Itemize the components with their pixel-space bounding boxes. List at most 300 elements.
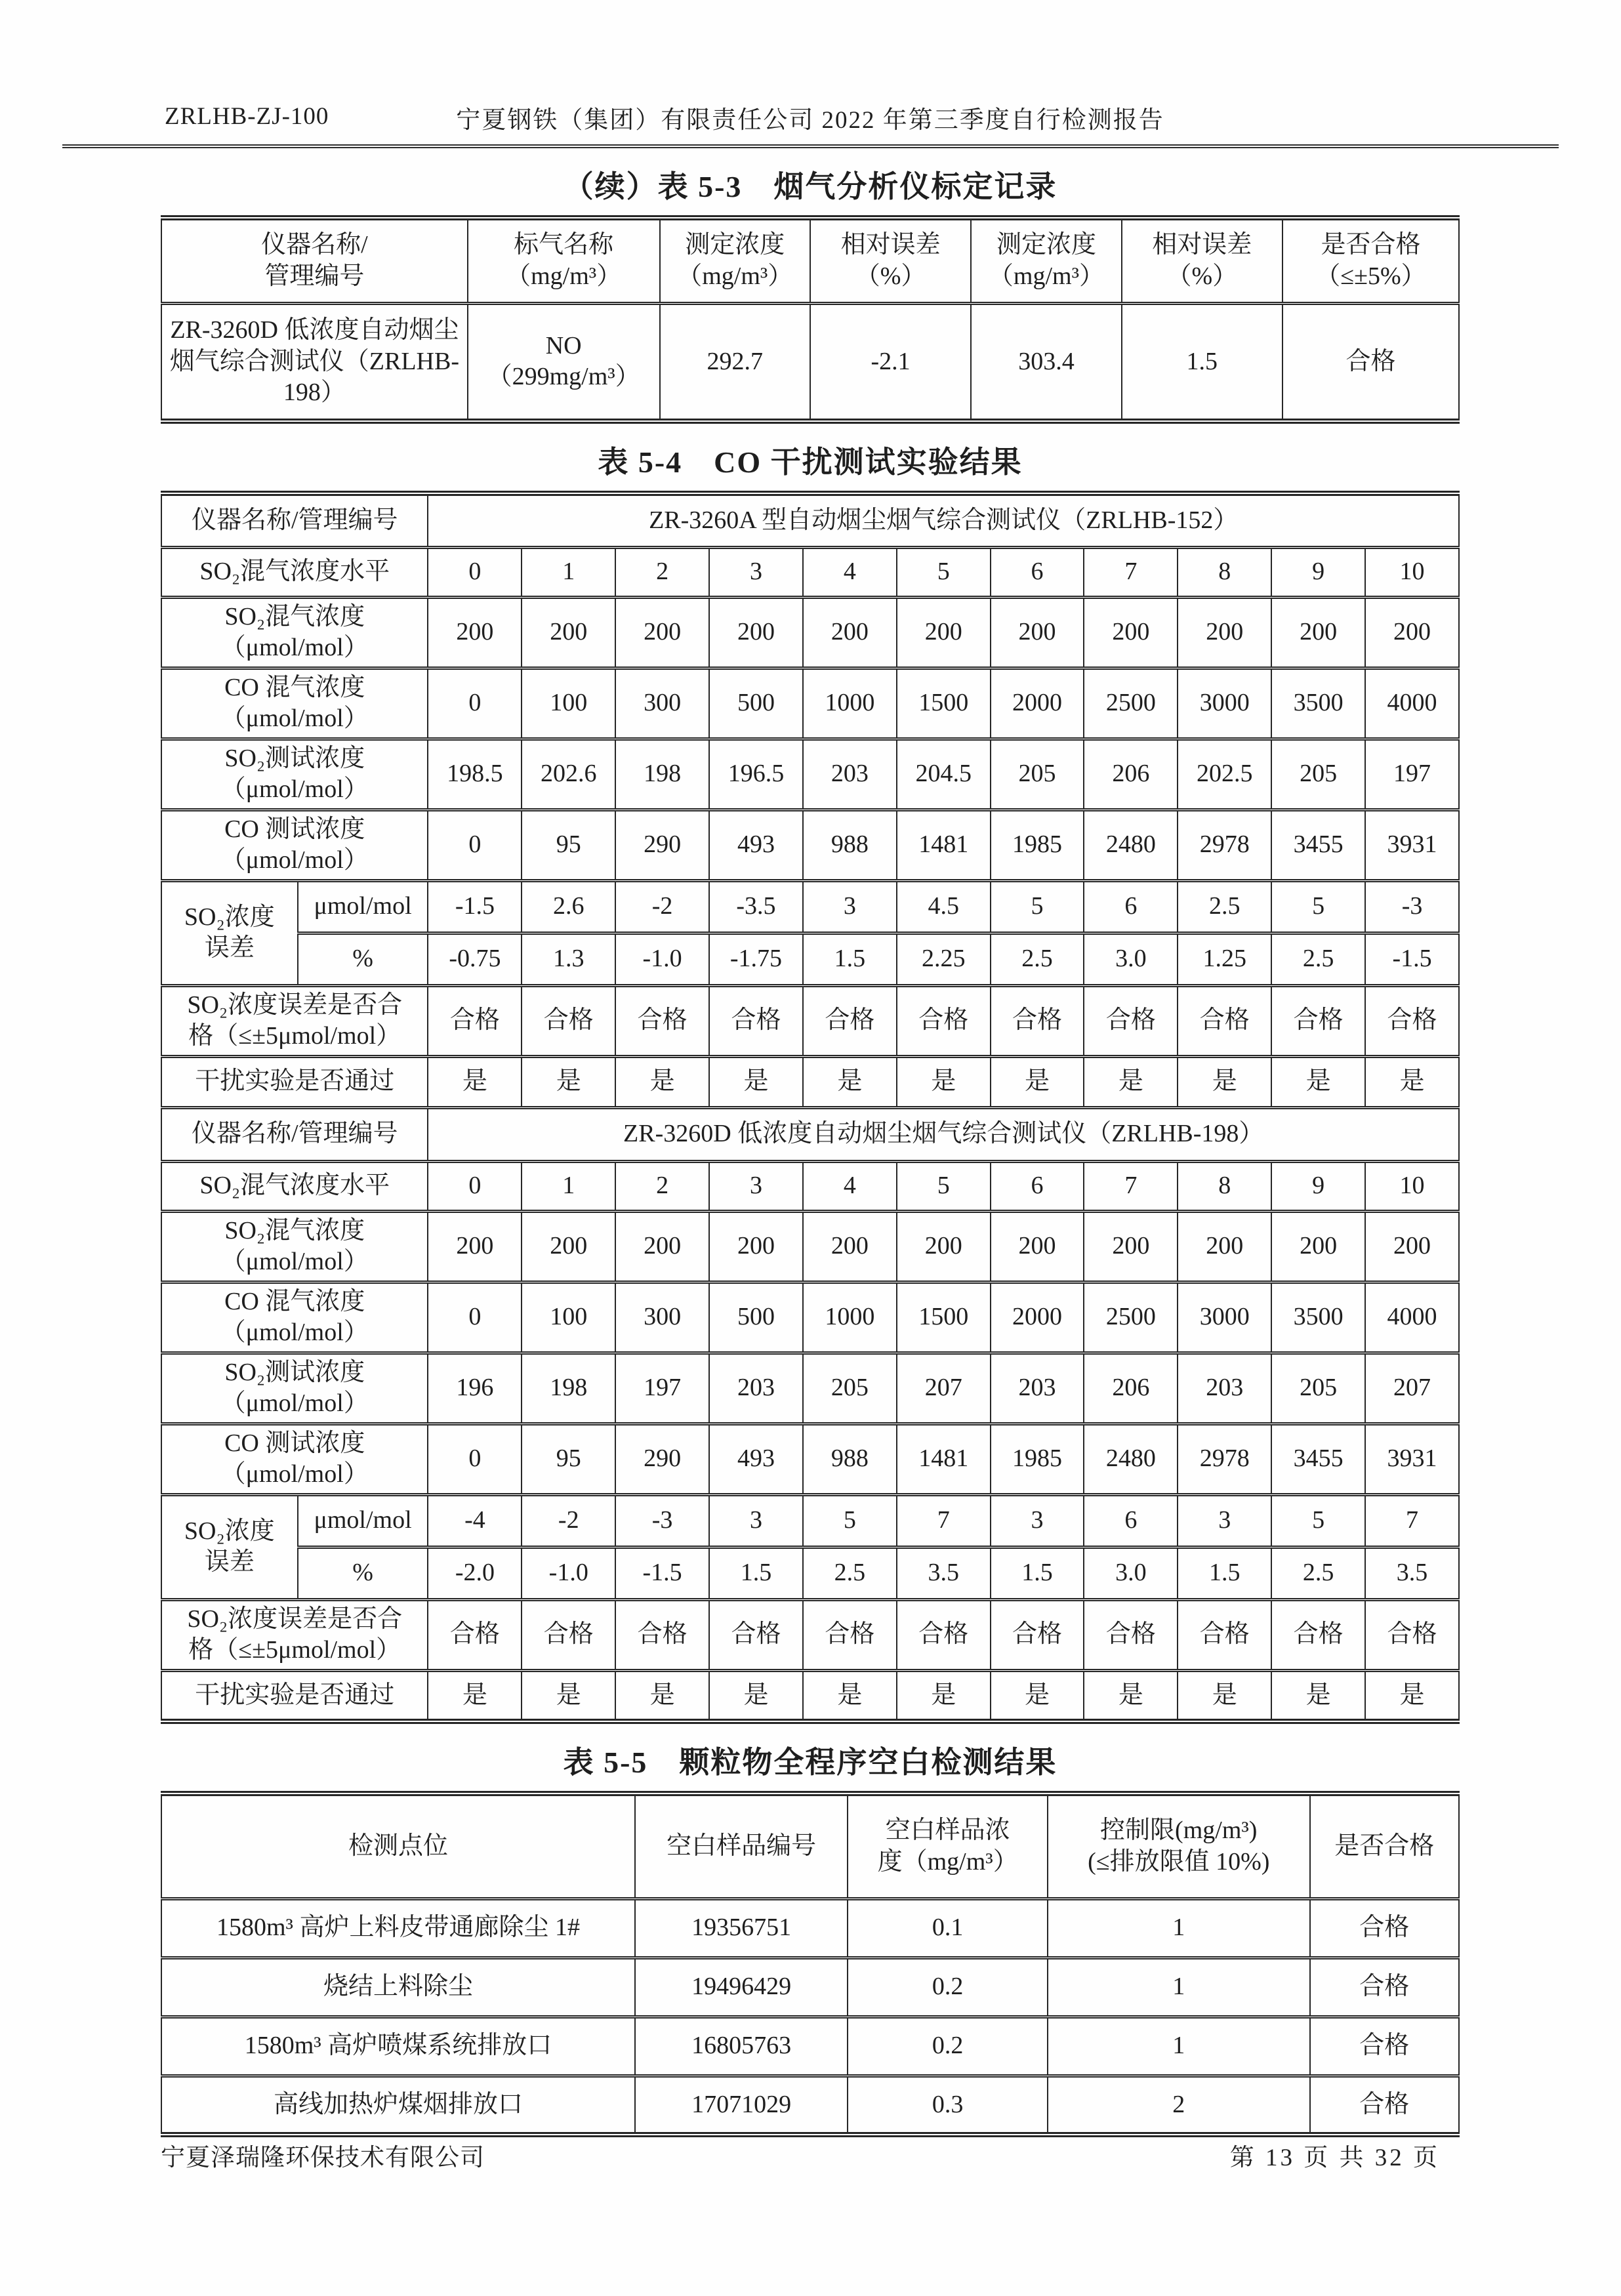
- t54-s1-error-umol-3: 3: [709, 1494, 803, 1547]
- t54-s0-co-mix-5: 1500: [897, 668, 991, 739]
- t53-r0-measured-conc-1: 292.7: [660, 303, 810, 421]
- t54-s1-so2-test-10: 207: [1365, 1353, 1459, 1424]
- t54-s1-co-mix-row: [161, 1282, 1459, 1353]
- t55-r1-sample-no: 19496429: [635, 1958, 848, 2017]
- t53-r0-instrument: ZR-3260D 低浓度自动烟尘烟气综合测试仪（ZRLHB-198）: [161, 303, 468, 421]
- t54-s0-so2-test-10: 197: [1365, 739, 1459, 810]
- t54-s0-qualified-label: SO₂浓度误差是否合 格（≤±5μmol/mol）: [161, 985, 428, 1056]
- t53-header-standard-gas: 标气名称 （mg/m³）: [468, 218, 660, 303]
- t54-s0-passed-row: [161, 1056, 1459, 1107]
- t55-r3-qualified: 合格: [1310, 2076, 1459, 2135]
- t54-s0-level-5: 5: [897, 547, 991, 597]
- t53-header-measured-conc-1: 测定浓度 （mg/m³）: [660, 218, 810, 303]
- t54-s0-co-test-9: 3455: [1271, 810, 1365, 880]
- t54-s1-qualified-row: [161, 1599, 1459, 1670]
- t54-s0-error-umol-5: 4.5: [897, 880, 991, 933]
- t53-header-relative-error-2: 相对误差 （%）: [1122, 218, 1282, 303]
- t54-s0-error-unit-0: μmol/mol: [298, 880, 428, 933]
- t54-s0-error-pct-3: -1.75: [709, 933, 803, 985]
- t55-header-site: 检测点位: [161, 1794, 635, 1898]
- t54-s0-error-pct-9: 2.5: [1271, 933, 1365, 985]
- report-title: 宁夏钢铁（集团）有限责任公司 2022 年第三季度自行检测报告: [456, 107, 1164, 134]
- table55-caption: 表 5-5 颗粒物全程序空白检测结果: [563, 1746, 1057, 1779]
- t54-s0-error-unit-1: %: [298, 933, 428, 985]
- t54-s1-so2-mix-row: [161, 1211, 1459, 1282]
- page-footer: [161, 2137, 1460, 2173]
- footer-company: 宁夏泽瑞隆环保技术有限公司: [161, 2144, 485, 2171]
- table53-calibration-record: [161, 215, 1460, 424]
- t54-s0-error-pct-5: 2.25: [897, 933, 991, 985]
- t54-s0-error-umol-9: 5: [1271, 880, 1365, 933]
- t54-s0-error-pct-10: -1.5: [1365, 933, 1459, 985]
- t54-s1-passed-10: 是: [1365, 1670, 1459, 1721]
- t54-s0-error-pct-2: -1.0: [615, 933, 709, 985]
- table54-caption: 表 5-4 CO 干扰测试实验结果: [598, 445, 1023, 479]
- t54-s0-so2-test-6: 205: [991, 739, 1084, 810]
- t54-s1-co-mix-1: 100: [522, 1282, 615, 1353]
- t54-s0-passed-4: 是: [803, 1056, 897, 1107]
- t55-header-row: [161, 1794, 1459, 1898]
- t54-s0-so2-mix-4: 200: [803, 597, 897, 668]
- t54-s1-level-1: 1: [522, 1161, 615, 1211]
- t54-s1-co-test-7: 2480: [1084, 1424, 1178, 1494]
- t54-s0-instrument-label: 仪器名称/管理编号: [161, 493, 428, 547]
- t53-r0-measured-conc-2: 303.4: [971, 303, 1121, 421]
- t53-header-measured-conc-2: 测定浓度 （mg/m³）: [971, 218, 1121, 303]
- t54-s1-co-test-row: [161, 1424, 1459, 1494]
- t54-s0-so2-mix-3: 200: [709, 597, 803, 668]
- t54-s0-co-test-3: 493: [709, 810, 803, 880]
- t54-s1-qualified-3: 合格: [709, 1599, 803, 1670]
- t54-s1-error-pct-8: 1.5: [1178, 1547, 1271, 1599]
- t54-s1-instrument-value: ZR-3260D 低浓度自动烟尘烟气综合测试仪（ZRLHB-198）: [428, 1107, 1459, 1161]
- t54-s0-co-mix-10: 4000: [1365, 668, 1459, 739]
- t54-s1-level-0: 0: [428, 1161, 522, 1211]
- t55-r0-blank-conc: 0.1: [848, 1898, 1048, 1958]
- t55-r0-qualified: 合格: [1310, 1898, 1459, 1958]
- t55-r0-control-limit: 1: [1048, 1898, 1310, 1958]
- t54-s0-so2-mix-row: [161, 597, 1459, 668]
- t55-r1-site: 烧结上料除尘: [161, 1958, 635, 2017]
- t54-s1-so2-test-5: 207: [897, 1353, 991, 1424]
- t54-s1-so2-test-3: 203: [709, 1353, 803, 1424]
- t54-s0-error-umol-1: 2.6: [522, 880, 615, 933]
- t54-s0-passed-label: 干扰实验是否通过: [161, 1056, 428, 1107]
- t53-data-row: [161, 303, 1459, 421]
- t54-s1-passed-5: 是: [897, 1670, 991, 1721]
- t54-s1-error-umol-10: 7: [1365, 1494, 1459, 1547]
- t54-s0-so2-mix-6: 200: [991, 597, 1084, 668]
- t54-s1-error-pct-5: 3.5: [897, 1547, 991, 1599]
- t54-s0-error-pct-row: [161, 933, 1459, 985]
- t54-s1-so2-mix-label: SO₂混气浓度 （μmol/mol）: [161, 1211, 428, 1282]
- t54-s0-error-pct-4: 1.5: [803, 933, 897, 985]
- header-rule: [62, 144, 1559, 148]
- t54-s1-so2-mix-1: 200: [522, 1211, 615, 1282]
- t54-s0-passed-8: 是: [1178, 1056, 1271, 1107]
- t54-s1-co-mix-7: 2500: [1084, 1282, 1178, 1353]
- t54-s0-co-mix-row: [161, 668, 1459, 739]
- t54-s1-level-7: 7: [1084, 1161, 1178, 1211]
- t54-s0-error-umol-0: -1.5: [428, 880, 522, 933]
- t54-s1-co-test-6: 1985: [991, 1424, 1084, 1494]
- doc-code-label: ZRLHB-ZJ-100: [165, 103, 329, 130]
- t54-s1-error-pct-4: 2.5: [803, 1547, 897, 1599]
- t54-s0-error-pct-7: 3.0: [1084, 933, 1178, 985]
- t54-s0-co-mix-6: 2000: [991, 668, 1084, 739]
- t54-s0-co-test-4: 988: [803, 810, 897, 880]
- t53-header-instrument: 仪器名称/ 管理编号: [161, 218, 468, 303]
- t54-s0-error-umol-8: 2.5: [1178, 880, 1271, 933]
- t54-s0-co-test-8: 2978: [1178, 810, 1271, 880]
- t54-s1-so2-mix-7: 200: [1084, 1211, 1178, 1282]
- t54-s0-error-umol-4: 3: [803, 880, 897, 933]
- t54-s1-error-pct-2: -1.5: [615, 1547, 709, 1599]
- t54-s1-co-test-8: 2978: [1178, 1424, 1271, 1494]
- t54-s0-so2-test-8: 202.5: [1178, 739, 1271, 810]
- t53-r0-relative-error-2: 1.5: [1122, 303, 1282, 421]
- t54-s0-co-mix-0: 0: [428, 668, 522, 739]
- t54-s1-passed-0: 是: [428, 1670, 522, 1721]
- t54-s0-passed-0: 是: [428, 1056, 522, 1107]
- t54-s0-so2-test-label: SO₂测试浓度 （μmol/mol）: [161, 739, 428, 810]
- t53-r0-qualified: 合格: [1282, 303, 1459, 421]
- t54-s1-qualified-label: SO₂浓度误差是否合 格（≤±5μmol/mol）: [161, 1599, 428, 1670]
- t54-s1-co-test-4: 988: [803, 1424, 897, 1494]
- t54-s0-passed-9: 是: [1271, 1056, 1365, 1107]
- t54-s1-error-pct-1: -1.0: [522, 1547, 615, 1599]
- t54-s0-so2-test-0: 198.5: [428, 739, 522, 810]
- t54-s1-so2-test-6: 203: [991, 1353, 1084, 1424]
- t55-r0-site: 1580m³ 高炉上料皮带通廊除尘 1#: [161, 1898, 635, 1958]
- t54-s0-co-test-5: 1481: [897, 810, 991, 880]
- t54-s1-error-umol-7: 6: [1084, 1494, 1178, 1547]
- t54-s0-so2-test-1: 202.6: [522, 739, 615, 810]
- t54-s1-passed-4: 是: [803, 1670, 897, 1721]
- t54-s0-passed-5: 是: [897, 1056, 991, 1107]
- t54-s0-qualified-7: 合格: [1084, 985, 1178, 1056]
- t54-s0-so2-test-4: 203: [803, 739, 897, 810]
- t54-s1-error-umol-8: 3: [1178, 1494, 1271, 1547]
- t54-s0-co-test-0: 0: [428, 810, 522, 880]
- t54-s0-qualified-0: 合格: [428, 985, 522, 1056]
- t54-s1-so2-mix-9: 200: [1271, 1211, 1365, 1282]
- t54-s0-error-umol-7: 6: [1084, 880, 1178, 933]
- t54-s1-co-mix-5: 1500: [897, 1282, 991, 1353]
- t54-s1-passed-3: 是: [709, 1670, 803, 1721]
- t54-s1-error-umol-2: -3: [615, 1494, 709, 1547]
- t55-r3-sample-no: 17071029: [635, 2076, 848, 2135]
- t54-s0-qualified-3: 合格: [709, 985, 803, 1056]
- t54-s1-error-pct-9: 2.5: [1271, 1547, 1365, 1599]
- t54-s1-error-umol-5: 7: [897, 1494, 991, 1547]
- t54-s1-so2-test-0: 196: [428, 1353, 522, 1424]
- t54-s1-error-umol-9: 5: [1271, 1494, 1365, 1547]
- t54-s0-so2-mix-0: 200: [428, 597, 522, 668]
- t54-s0-error-pct-6: 2.5: [991, 933, 1084, 985]
- t54-s0-qualified-1: 合格: [522, 985, 615, 1056]
- t54-s1-so2-mix-10: 200: [1365, 1211, 1459, 1282]
- t54-s0-so2-mix-2: 200: [615, 597, 709, 668]
- t54-s0-error-umol-6: 5: [991, 880, 1084, 933]
- t54-s0-co-mix-7: 2500: [1084, 668, 1178, 739]
- t54-s0-passed-2: 是: [615, 1056, 709, 1107]
- t54-s1-error-umol-1: -2: [522, 1494, 615, 1547]
- t55-r2-blank-conc: 0.2: [848, 2017, 1048, 2076]
- t54-s0-error-umol-3: -3.5: [709, 880, 803, 933]
- t54-s1-error-pct-0: -2.0: [428, 1547, 522, 1599]
- t54-s1-level-label: SO₂混气浓度水平: [161, 1161, 428, 1211]
- t54-s1-passed-7: 是: [1084, 1670, 1178, 1721]
- t54-s0-so2-test-row: [161, 739, 1459, 810]
- t54-s1-level-5: 5: [897, 1161, 991, 1211]
- t54-s1-instrument-label: 仪器名称/管理编号: [161, 1107, 428, 1161]
- t54-s1-so2-test-9: 205: [1271, 1353, 1365, 1424]
- t54-s1-error-pct-6: 1.5: [991, 1547, 1084, 1599]
- t54-s1-level-9: 9: [1271, 1161, 1365, 1211]
- t54-s0-so2-test-7: 206: [1084, 739, 1178, 810]
- t54-s1-co-mix-3: 500: [709, 1282, 803, 1353]
- t54-s1-so2-mix-2: 200: [615, 1211, 709, 1282]
- t54-s0-so2-mix-5: 200: [897, 597, 991, 668]
- t54-s1-so2-test-2: 197: [615, 1353, 709, 1424]
- t54-s1-so2-test-4: 205: [803, 1353, 897, 1424]
- t54-s0-so2-mix-1: 200: [522, 597, 615, 668]
- t54-s0-passed-6: 是: [991, 1056, 1084, 1107]
- t54-s0-co-test-6: 1985: [991, 810, 1084, 880]
- t54-s1-level-10: 10: [1365, 1161, 1459, 1211]
- t54-s1-passed-8: 是: [1178, 1670, 1271, 1721]
- t54-s0-level-7: 7: [1084, 547, 1178, 597]
- t54-s1-level-6: 6: [991, 1161, 1084, 1211]
- table53-caption: （续）表 5-3 烟气分析仪标定记录: [563, 170, 1057, 203]
- t55-r2-qualified: 合格: [1310, 2017, 1459, 2076]
- t54-s1-co-mix-6: 2000: [991, 1282, 1084, 1353]
- t54-s1-passed-row: [161, 1670, 1459, 1721]
- t55-r0-sample-no: 19356751: [635, 1898, 848, 1958]
- t54-s1-so2-test-label: SO₂测试浓度 （μmol/mol）: [161, 1353, 428, 1424]
- t54-s1-qualified-6: 合格: [991, 1599, 1084, 1670]
- t54-s0-error-umol-2: -2: [615, 880, 709, 933]
- t54-s0-error-pct-8: 1.25: [1178, 933, 1271, 985]
- t54-s0-co-test-2: 290: [615, 810, 709, 880]
- t54-s1-error-pct-7: 3.0: [1084, 1547, 1178, 1599]
- table54-co-interference-test: [161, 491, 1460, 1724]
- t54-s1-so2-test-1: 198: [522, 1353, 615, 1424]
- t54-s0-co-test-1: 95: [522, 810, 615, 880]
- t54-s1-co-test-5: 1481: [897, 1424, 991, 1494]
- t54-s1-level-8: 8: [1178, 1161, 1271, 1211]
- t54-s1-error-umol-4: 5: [803, 1494, 897, 1547]
- t54-s1-qualified-8: 合格: [1178, 1599, 1271, 1670]
- t54-s1-error-unit-0: μmol/mol: [298, 1494, 428, 1547]
- t53-r0-standard-gas: NO （299mg/m³）: [468, 303, 660, 421]
- t54-s0-so2-test-3: 196.5: [709, 739, 803, 810]
- t54-s1-co-mix-8: 3000: [1178, 1282, 1271, 1353]
- t54-s1-passed-label: 干扰实验是否通过: [161, 1670, 428, 1721]
- t55-data-row: [161, 2076, 1459, 2135]
- t54-s1-qualified-5: 合格: [897, 1599, 991, 1670]
- t55-r2-site: 1580m³ 高炉喷煤系统排放口: [161, 2017, 635, 2076]
- t54-s0-level-row: [161, 547, 1459, 597]
- t55-r3-control-limit: 2: [1048, 2076, 1310, 2135]
- t54-s0-so2-test-5: 204.5: [897, 739, 991, 810]
- t54-s1-qualified-4: 合格: [803, 1599, 897, 1670]
- t54-s0-qualified-10: 合格: [1365, 985, 1459, 1056]
- t54-s0-qualified-5: 合格: [897, 985, 991, 1056]
- t53-header-qualified: 是否合格 （≤±5%）: [1282, 218, 1459, 303]
- t54-s1-qualified-1: 合格: [522, 1599, 615, 1670]
- t55-data-row: [161, 1898, 1459, 1958]
- t54-s1-qualified-9: 合格: [1271, 1599, 1365, 1670]
- table55-particulate-blank-results: [161, 1791, 1460, 2137]
- t54-s0-co-test-7: 2480: [1084, 810, 1178, 880]
- t54-s0-co-test-row: [161, 810, 1459, 880]
- footer-page-number: 第 13 页 共 32 页: [1229, 2144, 1440, 2171]
- t54-s1-error-pct-10: 3.5: [1365, 1547, 1459, 1599]
- t54-s1-passed-2: 是: [615, 1670, 709, 1721]
- t54-s0-co-mix-4: 1000: [803, 668, 897, 739]
- t54-s0-so2-mix-9: 200: [1271, 597, 1365, 668]
- t54-s1-error-pct-row: [161, 1547, 1459, 1599]
- t54-s0-instrument-value: ZR-3260A 型自动烟尘烟气综合测试仪（ZRLHB-152）: [428, 493, 1459, 547]
- t55-r1-control-limit: 1: [1048, 1958, 1310, 2017]
- t54-s1-level-2: 2: [615, 1161, 709, 1211]
- t54-s1-level-4: 4: [803, 1161, 897, 1211]
- t54-s1-co-test-label: CO 测试浓度 （μmol/mol）: [161, 1424, 428, 1494]
- t53-header-relative-error-1: 相对误差 （%）: [810, 218, 971, 303]
- t54-s0-error-label: SO₂浓度 误差: [161, 880, 298, 985]
- t54-s1-error-umol-6: 3: [991, 1494, 1084, 1547]
- t54-s0-level-9: 9: [1271, 547, 1365, 597]
- t54-s0-level-6: 6: [991, 547, 1084, 597]
- t54-s0-qualified-6: 合格: [991, 985, 1084, 1056]
- t54-s1-co-mix-label: CO 混气浓度 （μmol/mol）: [161, 1282, 428, 1353]
- t55-r1-qualified: 合格: [1310, 1958, 1459, 2017]
- t54-s1-level-3: 3: [709, 1161, 803, 1211]
- t55-data-row: [161, 2017, 1459, 2076]
- t54-s0-instrument-row: [161, 493, 1459, 547]
- t54-s1-qualified-10: 合格: [1365, 1599, 1459, 1670]
- t54-s0-so2-mix-7: 200: [1084, 597, 1178, 668]
- t54-s0-level-4: 4: [803, 547, 897, 597]
- t54-s0-passed-10: 是: [1365, 1056, 1459, 1107]
- t54-s1-so2-mix-5: 200: [897, 1211, 991, 1282]
- t54-s0-qualified-8: 合格: [1178, 985, 1271, 1056]
- t54-s0-level-10: 10: [1365, 547, 1459, 597]
- t54-s0-qualified-9: 合格: [1271, 985, 1365, 1056]
- t54-s1-so2-mix-3: 200: [709, 1211, 803, 1282]
- t54-s1-qualified-2: 合格: [615, 1599, 709, 1670]
- t55-header-qualified: 是否合格: [1310, 1794, 1459, 1898]
- t54-s1-error-unit-1: %: [298, 1547, 428, 1599]
- t54-s0-so2-mix-10: 200: [1365, 597, 1459, 668]
- t54-s1-co-test-3: 493: [709, 1424, 803, 1494]
- t55-r2-control-limit: 1: [1048, 2017, 1310, 2076]
- t54-s0-error-umol-10: -3: [1365, 880, 1459, 933]
- t53-r0-relative-error-1: -2.1: [810, 303, 971, 421]
- t55-r3-blank-conc: 0.3: [848, 2076, 1048, 2135]
- t54-s1-passed-1: 是: [522, 1670, 615, 1721]
- t54-s0-so2-test-9: 205: [1271, 739, 1365, 810]
- t54-s1-error-label: SO₂浓度 误差: [161, 1494, 298, 1599]
- t54-s1-so2-test-row: [161, 1353, 1459, 1424]
- t54-s0-level-1: 1: [522, 547, 615, 597]
- t54-s1-error-umol-row: [161, 1494, 1459, 1547]
- t53-header-row: [161, 218, 1459, 303]
- t54-s1-instrument-row: [161, 1107, 1459, 1161]
- t54-s1-co-mix-10: 4000: [1365, 1282, 1459, 1353]
- t54-s1-co-mix-9: 3500: [1271, 1282, 1365, 1353]
- t54-s0-co-mix-1: 100: [522, 668, 615, 739]
- t54-s0-qualified-2: 合格: [615, 985, 709, 1056]
- t54-s1-co-test-10: 3931: [1365, 1424, 1459, 1494]
- t54-s1-so2-mix-0: 200: [428, 1211, 522, 1282]
- t54-s1-co-mix-2: 300: [615, 1282, 709, 1353]
- t54-s1-qualified-7: 合格: [1084, 1599, 1178, 1670]
- t54-s0-error-pct-1: 1.3: [522, 933, 615, 985]
- t54-s1-co-mix-4: 1000: [803, 1282, 897, 1353]
- t54-s0-so2-mix-8: 200: [1178, 597, 1271, 668]
- t54-s0-co-test-10: 3931: [1365, 810, 1459, 880]
- t54-s1-so2-mix-6: 200: [991, 1211, 1084, 1282]
- t54-s0-qualified-row: [161, 985, 1459, 1056]
- t54-s1-co-test-0: 0: [428, 1424, 522, 1494]
- t54-s0-passed-7: 是: [1084, 1056, 1178, 1107]
- t54-s1-so2-test-8: 203: [1178, 1353, 1271, 1424]
- t54-s1-co-test-9: 3455: [1271, 1424, 1365, 1494]
- t54-s1-passed-9: 是: [1271, 1670, 1365, 1721]
- t54-s1-co-test-2: 290: [615, 1424, 709, 1494]
- t55-header-blank-conc: 空白样品浓 度（mg/m³）: [848, 1794, 1048, 1898]
- t54-s0-level-8: 8: [1178, 547, 1271, 597]
- t54-s0-co-mix-2: 300: [615, 668, 709, 739]
- t54-s1-so2-mix-8: 200: [1178, 1211, 1271, 1282]
- t55-data-row: [161, 1958, 1459, 2017]
- t54-s1-error-umol-0: -4: [428, 1494, 522, 1547]
- t55-r1-blank-conc: 0.2: [848, 1958, 1048, 2017]
- t54-s1-so2-mix-4: 200: [803, 1211, 897, 1282]
- t54-s0-level-label: SO₂混气浓度水平: [161, 547, 428, 597]
- t54-s0-co-mix-9: 3500: [1271, 668, 1365, 739]
- t54-s0-level-3: 3: [709, 547, 803, 597]
- t54-s0-co-mix-8: 3000: [1178, 668, 1271, 739]
- t55-r3-site: 高线加热炉煤烟排放口: [161, 2076, 635, 2135]
- t54-s0-error-pct-0: -0.75: [428, 933, 522, 985]
- t54-s0-co-mix-3: 500: [709, 668, 803, 739]
- t55-r2-sample-no: 16805763: [635, 2017, 848, 2076]
- t54-s0-level-0: 0: [428, 547, 522, 597]
- t54-s1-qualified-0: 合格: [428, 1599, 522, 1670]
- t54-s1-co-mix-0: 0: [428, 1282, 522, 1353]
- t54-s1-co-test-1: 95: [522, 1424, 615, 1494]
- t54-s1-so2-test-7: 206: [1084, 1353, 1178, 1424]
- t54-s0-co-mix-label: CO 混气浓度 （μmol/mol）: [161, 668, 428, 739]
- t55-header-control-limit: 控制限(mg/m³) (≤排放限值 10%): [1048, 1794, 1310, 1898]
- t54-s1-passed-6: 是: [991, 1670, 1084, 1721]
- t54-s0-co-test-label: CO 测试浓度 （μmol/mol）: [161, 810, 428, 880]
- t54-s1-error-pct-3: 1.5: [709, 1547, 803, 1599]
- t54-s1-level-row: [161, 1161, 1459, 1211]
- t54-s0-qualified-4: 合格: [803, 985, 897, 1056]
- t55-header-sample-no: 空白样品编号: [635, 1794, 848, 1898]
- page-header: [161, 97, 1460, 135]
- t54-s0-error-umol-row: [161, 880, 1459, 933]
- t54-s0-level-2: 2: [615, 547, 709, 597]
- t54-s0-passed-1: 是: [522, 1056, 615, 1107]
- t54-s0-so2-test-2: 198: [615, 739, 709, 810]
- t54-s0-passed-3: 是: [709, 1056, 803, 1107]
